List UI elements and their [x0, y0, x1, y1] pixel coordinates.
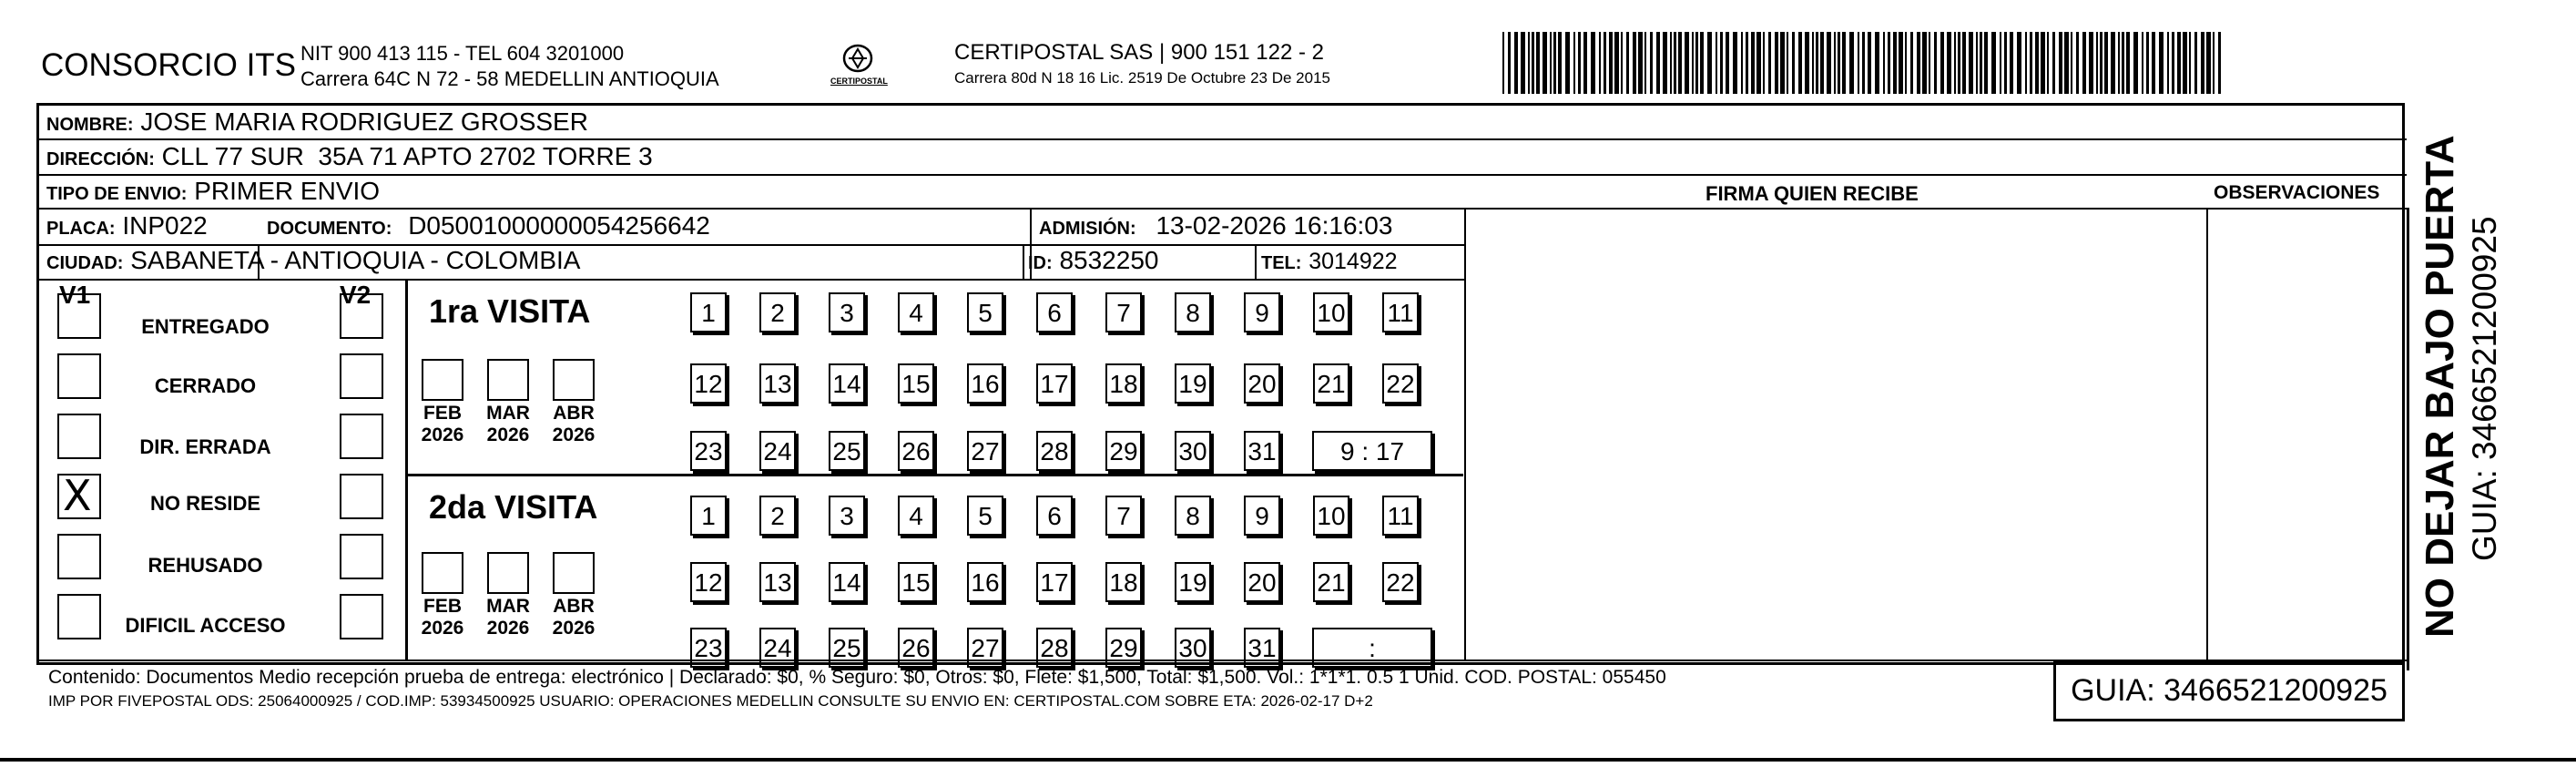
first-day: 3: [829, 292, 865, 332]
barcode-bar: [1514, 32, 1518, 94]
barcode-bar: [1707, 32, 1712, 94]
check-mark: X: [63, 471, 92, 520]
nombre-value: JOSE MARIA RODRIGUEZ GROSSER: [140, 107, 588, 136]
first-day: 22: [1382, 363, 1419, 404]
direccion-row: [46, 142, 653, 171]
nombre-label: NOMBRE:: [46, 115, 134, 135]
barcode-bar: [2000, 32, 2001, 94]
admision-value: 13-02-2026 16:16:03: [1156, 211, 1393, 240]
ciudad-value: SABANETA - ANTIOQUIA - COLOMBIA: [130, 246, 581, 274]
second-year-label: 2026: [421, 618, 464, 639]
second-day: 24: [759, 628, 796, 668]
first-year-label: 2026: [486, 424, 530, 445]
barcode-bar: [1638, 32, 1643, 94]
barcode-bar: [1976, 32, 1978, 94]
certipostal-line: CERTIPOSTAL SAS | 900 151 122 - 2: [954, 40, 1324, 65]
certipostal-logo-icon: [836, 40, 880, 95]
barcode-bar: [1573, 32, 1575, 94]
second-visit-title: 2da VISITA: [429, 488, 598, 526]
admision-label: ADMISIÓN:: [1039, 219, 1136, 239]
status-option-label: NO RESIDE: [149, 492, 261, 515]
certipostal-address: Carrera 80d N 18 16 Lic. 2519 De Octubre 23 De 2015: [954, 69, 1330, 87]
barcode-bar: [1984, 32, 1988, 94]
barcode-bar: [1858, 32, 1859, 94]
barcode-bar: [2152, 32, 2155, 94]
barcode-bar: [1532, 32, 1534, 94]
barcode-bar: [2167, 32, 2169, 94]
first-month-label: MAR: [486, 403, 530, 424]
second-day: 13: [759, 562, 796, 602]
barcode-bar: [1650, 32, 1653, 94]
barcode-bar: [1980, 32, 1982, 94]
second-day: 6: [1036, 496, 1073, 536]
tipo-row: [46, 177, 380, 206]
barcode-bar: [2118, 32, 2120, 94]
second-day: 10: [1313, 496, 1349, 536]
barcode-bar: [1678, 32, 1682, 94]
tipo-value: PRIMER ENVIO: [194, 177, 381, 205]
status-option-label: DIFICIL ACCESO: [125, 614, 286, 637]
barcode-bar: [1756, 32, 1761, 94]
barcode-bar: [2030, 32, 2032, 94]
second-day: 12: [690, 562, 727, 602]
ciudad-label: CIUDAD:: [46, 253, 124, 273]
barcode-bar: [1969, 32, 1973, 94]
barcode-bar: [1692, 32, 1694, 94]
first-day: 30: [1175, 431, 1211, 471]
second-time-box: :: [1312, 628, 1432, 668]
barcode-bar: [2206, 32, 2211, 94]
barcode-bar: [1700, 32, 1704, 94]
barcode-bar: [1922, 32, 1927, 94]
second-day: 9: [1244, 496, 1280, 536]
barcode-bar: [1663, 32, 1667, 94]
barcode-bar: [1578, 32, 1581, 94]
barcode-bar: [1834, 32, 1836, 94]
id-label: ID:: [1028, 253, 1053, 273]
first-month-label: ABR: [553, 403, 595, 424]
tipo-label: TIPO DE ENVIO:: [46, 184, 188, 204]
second-day: 21: [1313, 562, 1349, 602]
barcode-bar: [2082, 32, 2086, 94]
content-details: Contenido: Documentos Medio recepción prueba de entrega: electrónico | Declarado: $0, % Seguro: $0, Otros: $0, Flete: $1,500, Total: $1,500. Vol.: 1*1*1. 0.5 1 Unid. COD. POSTAL: 055450: [48, 667, 1666, 688]
nombre-row: [46, 107, 588, 137]
second-month-box: [487, 552, 529, 594]
first-day: 17: [1036, 363, 1073, 404]
barcode-bar: [1626, 32, 1629, 94]
barcode-bar: [1827, 32, 1831, 94]
first-day: 2: [759, 292, 796, 332]
barcode-bar: [2126, 32, 2130, 94]
barcode-bar: [2064, 32, 2069, 94]
barcode-bar: [1746, 32, 1748, 94]
barcode-bar: [1899, 32, 1903, 94]
barcode-bar: [1917, 32, 1920, 94]
barcode-bar: [2010, 32, 2013, 94]
barcode-bar: [1656, 32, 1660, 94]
barcode-bar: [1685, 32, 1689, 94]
first-day: 13: [759, 363, 796, 404]
barcode-bar: [1888, 32, 1890, 94]
page-edge: [0, 758, 2576, 762]
barcode-bar: [2104, 32, 2108, 94]
documento-label: DOCUMENTO:: [267, 219, 392, 239]
documento-value: D05001000000054256642: [408, 211, 710, 240]
tel-field: [1261, 246, 1398, 275]
first-month-box: [553, 359, 595, 401]
second-month-label: ABR: [553, 596, 595, 617]
barcode-bar: [2218, 32, 2221, 94]
barcode-bar: [1875, 32, 1879, 94]
barcode-bar: [2183, 32, 2187, 94]
barcode-bar: [1609, 32, 1613, 94]
barcode-bar: [1805, 32, 1809, 94]
direccion-label: DIRECCIÓN:: [46, 149, 155, 169]
second-day: 20: [1244, 562, 1280, 602]
barcode-bar: [1741, 32, 1743, 94]
barcode-bar: [1751, 32, 1755, 94]
second-day: 15: [898, 562, 934, 602]
barcode: [1502, 32, 2226, 94]
second-day: 26: [898, 628, 934, 668]
barcode-bar: [2059, 32, 2062, 94]
second-day: 27: [967, 628, 1003, 668]
barcode-bar: [1670, 32, 1672, 94]
barcode-bar: [1604, 32, 1606, 94]
first-day: 12: [690, 363, 727, 404]
barcode-bar: [1768, 32, 1771, 94]
barcode-bar: [2100, 32, 2103, 94]
barcode-bar: [2041, 32, 2045, 94]
barcode-bar: [1599, 32, 1601, 94]
second-day: 29: [1105, 628, 1142, 668]
second-month-box: [422, 552, 463, 594]
second-day: 23: [690, 628, 727, 668]
second-year-label: 2026: [552, 618, 596, 639]
second-day: 4: [898, 496, 934, 536]
barcode-bar: [1720, 32, 1723, 94]
barcode-bar: [1508, 32, 1511, 94]
first-month-box: [487, 359, 529, 401]
status-option-label: DIR. ERRADA: [139, 435, 271, 458]
second-month-box: [553, 552, 595, 594]
barcode-bar: [2071, 32, 2072, 94]
company-name: CONSORCIO ITS: [41, 47, 297, 83]
barcode-bar: [1883, 32, 1885, 94]
second-day: 7: [1105, 496, 1142, 536]
barcode-bar: [1934, 32, 1937, 94]
second-day: 17: [1036, 562, 1073, 602]
barcode-bar: [1947, 32, 1951, 94]
status-option-label: REHUSADO: [148, 554, 263, 577]
barcode-bar: [1954, 32, 1956, 94]
second-day: 8: [1175, 496, 1211, 536]
second-day: 16: [967, 562, 1003, 602]
barcode-bar: [1812, 32, 1814, 94]
first-day: 29: [1105, 431, 1142, 471]
tel-label: TEL:: [1261, 253, 1302, 273]
first-day: 8: [1175, 292, 1211, 332]
v2-label: V2: [340, 281, 372, 309]
barcode-bar: [1550, 32, 1552, 94]
barcode-bar: [2122, 32, 2124, 94]
first-day: 6: [1036, 292, 1073, 332]
barcode-bar: [2025, 32, 2027, 94]
barcode-bar: [2076, 32, 2079, 94]
barcode-bar: [1958, 32, 1960, 94]
barcode-bar: [2089, 32, 2093, 94]
second-day: 2: [759, 496, 796, 536]
barcode-bar: [1792, 32, 1795, 94]
barcode-bar: [1536, 32, 1540, 94]
first-month-label: FEB: [423, 403, 462, 424]
first-day: 10: [1313, 292, 1349, 332]
barcode-bar: [1816, 32, 1818, 94]
barcode-bar: [2096, 32, 2098, 94]
barcode-bar: [1716, 32, 1717, 94]
second-month-label: FEB: [423, 596, 462, 617]
barcode-bar: [1787, 32, 1788, 94]
first-day: 25: [829, 431, 865, 471]
barcode-bar: [1621, 32, 1623, 94]
barcode-bar: [1528, 32, 1530, 94]
barcode-bar: [1502, 32, 1504, 94]
barcode-bar: [1775, 32, 1778, 94]
barcode-bar: [2035, 32, 2039, 94]
barcode-bar: [1644, 32, 1646, 94]
observaciones-header: OBSERVACIONES: [2214, 182, 2380, 203]
barcode-bar: [1849, 32, 1854, 94]
first-day: 1: [690, 292, 727, 332]
second-day: 25: [829, 628, 865, 668]
second-day: 19: [1175, 562, 1211, 602]
barcode-bar: [1521, 32, 1525, 94]
barcode-bar: [2133, 32, 2138, 94]
first-day: 5: [967, 292, 1003, 332]
second-day: 18: [1105, 562, 1142, 602]
second-day: 28: [1036, 628, 1073, 668]
first-day: 11: [1382, 292, 1419, 332]
barcode-bar: [1583, 32, 1587, 94]
second-year-label: 2026: [486, 618, 530, 639]
barcode-bar: [2194, 32, 2197, 94]
barcode-bar: [1553, 32, 1556, 94]
direccion-value: CLL 77 SUR 35A 71 APTO 2702 TORRE 3: [161, 142, 653, 170]
documento-field: [267, 211, 710, 240]
first-day: 15: [898, 363, 934, 404]
barcode-bar: [1674, 32, 1676, 94]
barcode-bar: [1558, 32, 1562, 94]
tel-value: 3014922: [1308, 249, 1398, 274]
barcode-bar: [1780, 32, 1785, 94]
first-day: 28: [1036, 431, 1073, 471]
certipostal-logo: [830, 40, 888, 95]
barcode-bar: [1543, 32, 1547, 94]
first-day: 19: [1175, 363, 1211, 404]
first-day: 18: [1105, 363, 1142, 404]
barcode-bar: [1614, 32, 1619, 94]
firma-header: FIRMA QUIEN RECIBE: [1705, 182, 1919, 205]
id-field: [1028, 246, 1158, 275]
barcode-bar: [1633, 32, 1636, 94]
nit-line: NIT 900 413 115 - TEL 604 3201000: [300, 42, 625, 65]
barcode-bar: [1991, 32, 1996, 94]
second-day: 3: [829, 496, 865, 536]
first-day: 20: [1244, 363, 1280, 404]
first-day: 23: [690, 431, 727, 471]
barcode-bar: [1726, 32, 1729, 94]
barcode-bar: [2159, 32, 2164, 94]
logo-caption: CERTIPOSTAL: [830, 77, 888, 86]
barcode-bar: [2004, 32, 2007, 94]
barcode-bar: [2213, 32, 2215, 94]
first-day: 16: [967, 363, 1003, 404]
company-address: Carrera 64C N 72 - 58 MEDELLIN ANTIOQUIA: [300, 67, 719, 90]
second-day: 31: [1244, 628, 1280, 668]
status-option-label: CERRADO: [154, 374, 257, 397]
status-option-label: ENTREGADO: [141, 315, 270, 338]
barcode-bar: [1962, 32, 1966, 94]
second-day: 14: [829, 562, 865, 602]
barcode-bar: [2111, 32, 2115, 94]
first-month-box: [422, 359, 463, 401]
first-day: 27: [967, 431, 1003, 471]
print-details: IMP POR FIVEPOSTAL ODS: 25064000925 / COD.IMP: 53934500925 USUARIO: OPERACIONES MEDELLIN CONSULTE SU ENVIO EN: CERTIPOSTAL.COM SOBRE ETA: 2026-02-17 D+2: [48, 692, 1373, 710]
barcode-bar: [2201, 32, 2204, 94]
v1-label: V1: [59, 281, 91, 309]
id-value: 8532250: [1059, 246, 1159, 274]
no-dejar-warning: NO DEJAR BAJO PUERTA: [2418, 135, 2462, 638]
barcode-bar: [1591, 32, 1595, 94]
barcode-bar: [1862, 32, 1865, 94]
barcode-bar: [1868, 32, 1871, 94]
barcode-bar: [1695, 32, 1698, 94]
barcode-bar: [2172, 32, 2174, 94]
second-day: 5: [967, 496, 1003, 536]
barcode-bar: [2017, 32, 2021, 94]
barcode-bar: [2177, 32, 2181, 94]
second-day: 1: [690, 496, 727, 536]
second-month-label: MAR: [486, 596, 530, 617]
barcode-bar: [2189, 32, 2191, 94]
side-guia-number: GUIA: 3466521200925: [2466, 216, 2503, 561]
first-day: 26: [898, 431, 934, 471]
first-day: 7: [1105, 292, 1142, 332]
first-day: 9: [1244, 292, 1280, 332]
barcode-bar: [2142, 32, 2143, 94]
first-year-label: 2026: [421, 424, 464, 445]
barcode-bar: [1929, 32, 1930, 94]
second-day: 11: [1382, 496, 1419, 536]
first-day: 4: [898, 292, 934, 332]
barcode-bar: [1838, 32, 1840, 94]
barcode-bar: [1910, 32, 1913, 94]
first-day: 31: [1244, 431, 1280, 471]
first-day: 14: [829, 363, 865, 404]
second-day: 22: [1382, 562, 1419, 602]
guia-number-box: GUIA: 3466521200925: [2053, 660, 2405, 721]
barcode-bar: [1565, 32, 1570, 94]
barcode-bar: [2052, 32, 2055, 94]
barcode-bar: [2146, 32, 2149, 94]
admision-field: [1039, 211, 1392, 240]
barcode-bar: [1798, 32, 1802, 94]
first-day: 21: [1313, 363, 1349, 404]
placa-value: INP022: [122, 211, 208, 240]
first-year-label: 2026: [552, 424, 596, 445]
ciudad-field: [46, 246, 580, 275]
barcode-bar: [1893, 32, 1897, 94]
placa-label: PLACA:: [46, 219, 116, 239]
barcode-bar: [1733, 32, 1737, 94]
first-time-box: 9 : 17: [1312, 431, 1432, 471]
barcode-bar: [1905, 32, 1907, 94]
barcode-bar: [2047, 32, 2049, 94]
barcode-bar: [1820, 32, 1824, 94]
barcode-bar: [1842, 32, 1846, 94]
barcode-bar: [1940, 32, 1944, 94]
placa-field: [46, 211, 208, 240]
first-day: 24: [759, 431, 796, 471]
barcode-bar: [1763, 32, 1765, 94]
second-day: 30: [1175, 628, 1211, 668]
first-visit-title: 1ra VISITA: [429, 292, 591, 330]
